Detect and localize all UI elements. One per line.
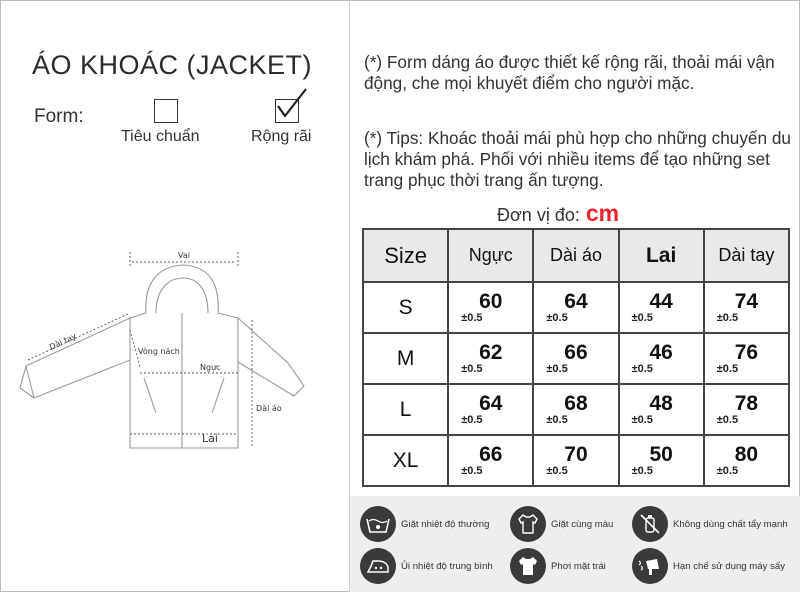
- iron-medium-temp-icon: [360, 548, 396, 584]
- value-cell: 46 ±0.5: [619, 333, 704, 384]
- care-item: Giặt cùng màu: [510, 506, 613, 542]
- header-hem: Lai: [619, 229, 704, 282]
- checkmark-icon: [270, 86, 310, 122]
- wash-normal-temp-icon: [360, 506, 396, 542]
- value-cell: 68 ±0.5: [533, 384, 618, 435]
- limit-dryer-icon: [632, 548, 668, 584]
- value-cell: 48 ±0.5: [619, 384, 704, 435]
- label-sleeve-length: Dài tay: [48, 331, 78, 352]
- table-row: [363, 282, 789, 333]
- care-item: Không dùng chất tẩy mạnh: [632, 506, 788, 542]
- value-cell: 62 ±0.5: [448, 333, 533, 384]
- table-row: [363, 435, 789, 486]
- header-length: Dài áo: [533, 229, 618, 282]
- unit-value: cm: [585, 200, 620, 226]
- dry-inside-out-icon: [510, 548, 546, 584]
- header-size: Size: [363, 229, 448, 282]
- care-item: Hạn chế sử dụng máy sấy: [632, 548, 785, 584]
- jacket-measurement-diagram: [6, 238, 306, 460]
- jacket-outline: [20, 265, 304, 448]
- table-row: [363, 384, 789, 435]
- product-title: ÁO KHOÁC (JACKET): [32, 50, 313, 80]
- value-cell: 64 ±0.5: [533, 282, 618, 333]
- header-chest: Ngực: [448, 229, 533, 282]
- care-item: Ủi nhiệt độ trung bình: [360, 548, 493, 584]
- checkbox-standard[interactable]: [154, 99, 178, 123]
- care-instructions-panel: [350, 496, 800, 592]
- unit-label: Đơn vị đo:: [497, 205, 580, 225]
- unit-line: [497, 200, 619, 227]
- label-shoulder: Vai: [178, 251, 190, 260]
- value-cell: 70 ±0.5: [533, 435, 618, 486]
- value-cell: 74 ±0.5: [704, 282, 789, 333]
- size-cell: L: [363, 384, 448, 435]
- option-label-standard: Tiêu chuẩn: [121, 128, 200, 145]
- label-armhole: Vòng nách: [138, 347, 180, 356]
- value-cell: 64 ±0.5: [448, 384, 533, 435]
- size-cell: S: [363, 282, 448, 333]
- value-cell: 44 ±0.5: [619, 282, 704, 333]
- option-label-wide: Rộng rãi: [251, 128, 312, 145]
- size-cell: M: [363, 333, 448, 384]
- value-cell: 50 ±0.5: [619, 435, 704, 486]
- label-body-length: Dài áo: [256, 404, 282, 413]
- note-form: (*) Form dáng áo được thiết kế rộng rãi, thoải mái vận động, che mọi khuyết điểm cho người mặc.: [364, 52, 775, 93]
- table-row: [363, 333, 789, 384]
- size-table: [362, 228, 790, 487]
- care-item: Giặt nhiệt độ thường: [360, 506, 489, 542]
- value-cell: 76 ±0.5: [704, 333, 789, 384]
- value-cell: 80 ±0.5: [704, 435, 789, 486]
- value-cell: 66 ±0.5: [448, 435, 533, 486]
- value-cell: 78 ±0.5: [704, 384, 789, 435]
- header-sleeve: Dài tay: [704, 229, 789, 282]
- note-tips: (*) Tips: Khoác thoải mái phù hợp cho những chuyến du lịch khám phá. Phối với nhiều items để tạo những set trang phục thời trang ấn tượng.: [364, 128, 791, 190]
- table-header-row: [363, 229, 789, 282]
- form-label: Form:: [34, 106, 84, 127]
- care-item: Phơi mặt trái: [510, 548, 606, 584]
- no-bleach-icon: [632, 506, 668, 542]
- size-cell: XL: [363, 435, 448, 486]
- value-cell: 66 ±0.5: [533, 333, 618, 384]
- wash-same-color-icon: [510, 506, 546, 542]
- label-hem: Lai: [202, 432, 218, 445]
- label-chest: Ngực: [200, 363, 221, 372]
- value-cell: 60 ±0.5: [448, 282, 533, 333]
